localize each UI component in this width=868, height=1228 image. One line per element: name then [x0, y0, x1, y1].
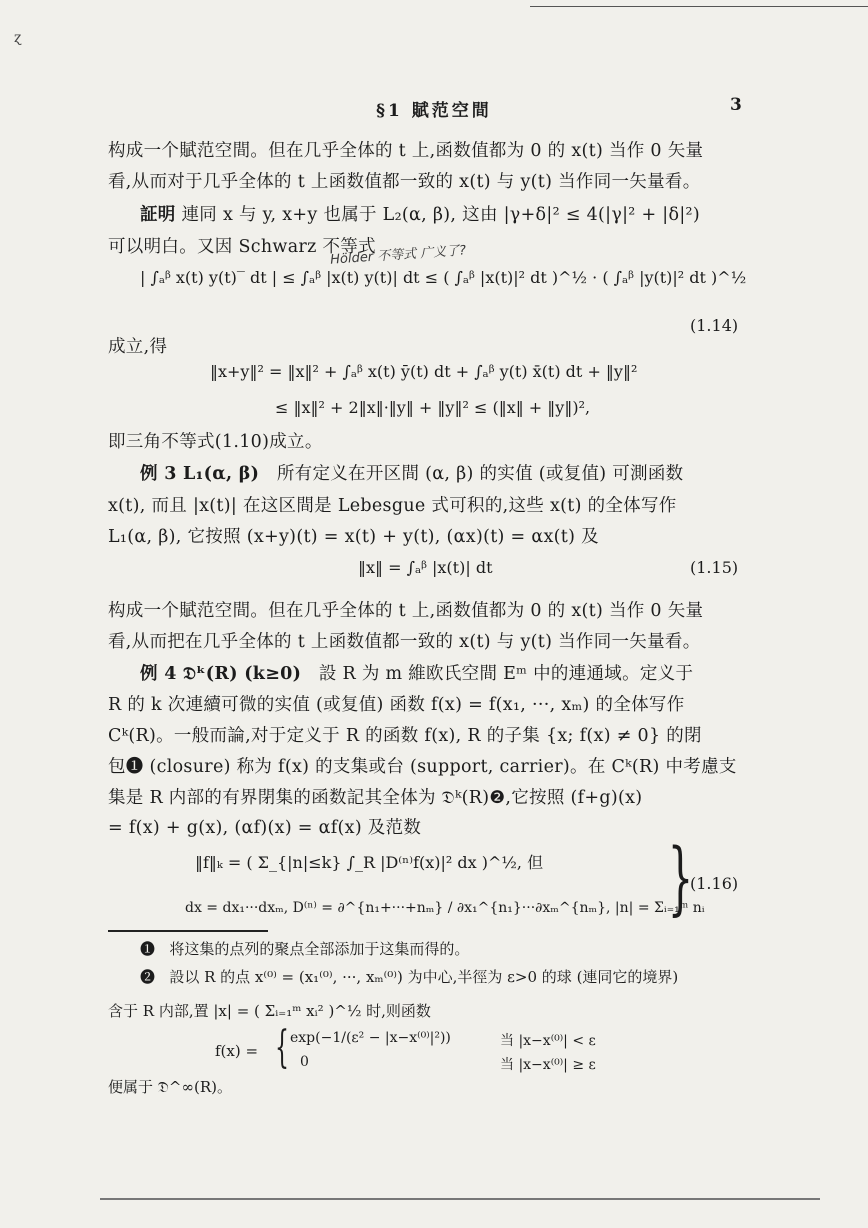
scan-edge-top [530, 6, 868, 7]
footnote-2-cond-1: 当 |x−x⁽⁰⁾| < ε [500, 1033, 596, 1049]
footnote-1-mark: ❶ [140, 940, 156, 958]
page-header-title: §1 賦范空間 [376, 101, 492, 121]
example-3-line-2: x(t), 而且 |x(t)| 在这区間是 Lebesgue 式可积的,这些 x(t) 的全体写作 [108, 496, 677, 516]
example-3-line-3: L₁(α, β), 它按照 (x+y)(t) = x(t) + y(t), (αx)(t) = αx(t) 及 [108, 527, 599, 547]
equation-number-1-15: (1.15) [690, 558, 739, 577]
body-line-6: 即三角不等式(1.10)成立。 [108, 432, 323, 452]
example-4-line-1 [140, 660, 693, 685]
footnote-1 [140, 938, 469, 959]
equation-1-16-brace: } [667, 831, 694, 924]
footnote-2 [140, 966, 678, 987]
example-4-line-4: 包❶ (closure) 称为 f(x) 的支集或台 (support, carrier)。在 Cᵏ(R) 中考慮支 [108, 757, 737, 777]
body-line-1: 构成一个賦范空間。但在几乎全体的 t 上,函数值都为 0 的 x(t) 当作 0 矢量 [108, 141, 704, 161]
example-4-line-2: R 的 k 次連續可微的实值 (或复值) 函数 f(x) = f(x₁, ···, xₘ) 的全体写作 [108, 695, 685, 715]
body-line-8: 看,从而把在几乎全体的 t 上函数值都一致的 x(t) 与 y(t) 当作同一矢量看。 [108, 632, 701, 652]
example-3-text: 所有定义在开区間 (α, β) 的实值 (或复值) 可測函数 [276, 464, 684, 484]
footnote-2-cond-2: 当 |x−x⁽⁰⁾| ≥ ε [500, 1057, 596, 1073]
body-line-7: 构成一个賦范空間。但在几乎全体的 t 上,函数值都为 0 的 x(t) 当作 0 矢量 [108, 601, 704, 621]
footnote-2-text: 設以 R 的点 x⁽⁰⁾ = (x₁⁽⁰⁾, ···, xₘ⁽⁰⁾) 为中心,半徑为 ε>0 的球 (連同它的境界) [169, 968, 679, 986]
body-line-2: 看,从而对于几乎全体的 t 上函数值都一致的 x(t) 与 y(t) 当作同一矢量看。 [108, 172, 701, 192]
equation-1-14: | ∫ₐᵝ x(t) y(t)‾ dt | ≤ ∫ₐᵝ |x(t) y(t)| dt ≤ ( ∫ₐᵝ |x(t)|² dt )^½ · ( ∫ₐᵝ |y(t)|² dt )^½ [140, 268, 747, 287]
example-3-label: 例 3 L₁(α, β) [140, 464, 260, 484]
equation-triangle-b: ≤ ‖x‖² + 2‖x‖·‖y‖ + ‖y‖² ≤ (‖x‖ + ‖y‖)², [275, 398, 591, 417]
body-line-5: 成立,得 [108, 337, 168, 357]
equation-1-16-b: dx = dx₁···dxₘ, D⁽ⁿ⁾ = ∂^{n₁+···+nₘ} / ∂x₁^{n₁}···∂xₘ^{nₘ}, |n| = Σᵢ₌₁ᵐ nᵢ [185, 900, 705, 916]
footnote-divider [108, 930, 268, 932]
equation-1-16-a: ‖f‖ₖ = ( Σ_{|n|≤k} ∫_R |D⁽ⁿ⁾f(x)|² dx )^½, 但 [195, 853, 544, 872]
body-line-4: 可以明白。又因 Schwarz 不等式 [108, 237, 376, 257]
equation-1-15: ‖x‖ = ∫ₐᵝ |x(t)| dt [358, 558, 493, 577]
footnote-2-case-brace: { [275, 1022, 289, 1073]
proof-text: 連同 x 与 y, x+y 也属于 L₂(α, β), 这由 |γ+δ|² ≤ 4(|γ|² + |δ|²) [181, 205, 700, 225]
scan-edge-bottom [100, 1198, 820, 1200]
footnote-2-case-2: 0 [300, 1054, 309, 1070]
footnote-1-text: 将这集的点列的聚点全部添加于这集而得的。 [169, 940, 470, 958]
equation-number-1-16: (1.16) [690, 874, 739, 893]
equation-triangle-a: ‖x+y‖² = ‖x‖² + ∫ₐᵝ x(t) ȳ(t) dt + ∫ₐᵝ y(t) x̄(t) dt + ‖y‖² [210, 362, 638, 381]
handwritten-note: Hölder 不等式 广义了? [329, 243, 467, 268]
scan-mark: ɀ [14, 30, 22, 46]
example-4-line-3: Cᵏ(R)。一般而論,对于定义于 R 的函数 f(x), R 的子集 {x; f(x) ≠ 0} 的閉 [108, 726, 702, 746]
footnote-2-line-2: 含于 R 内部,置 |x| = ( Σᵢ₌₁ᵐ xᵢ² )^½ 时,则函数 [108, 1002, 431, 1020]
footnote-2-line-3: 便属于 𝔇^∞(R)。 [108, 1078, 232, 1096]
example-3-line-1 [140, 460, 683, 485]
example-4-text: 設 R 为 m 維欧氏空間 Eᵐ 中的連通域。定义于 [318, 664, 694, 684]
footnote-2-mark: ❷ [140, 968, 156, 986]
example-4-label: 例 4 𝔇ᵏ(R) (k≥0) [140, 664, 302, 684]
example-4-line-6: = f(x) + g(x), (αf)(x) = αf(x) 及范数 [108, 818, 422, 838]
example-4-line-5: 集是 R 内部的有界閉集的函数記其全体为 𝔇ᵏ(R)❷,它按照 (f+g)(x) [108, 788, 643, 808]
page-number: 3 [730, 95, 742, 115]
equation-number-1-14: (1.14) [690, 316, 739, 335]
proof-label: 証明 [140, 205, 176, 225]
footnote-2-case-lhs: f(x) = [215, 1042, 259, 1060]
proof-line [140, 201, 700, 226]
footnote-2-case-1: exp(−1/(ε² − |x−x⁽⁰⁾|²)) [290, 1030, 451, 1046]
